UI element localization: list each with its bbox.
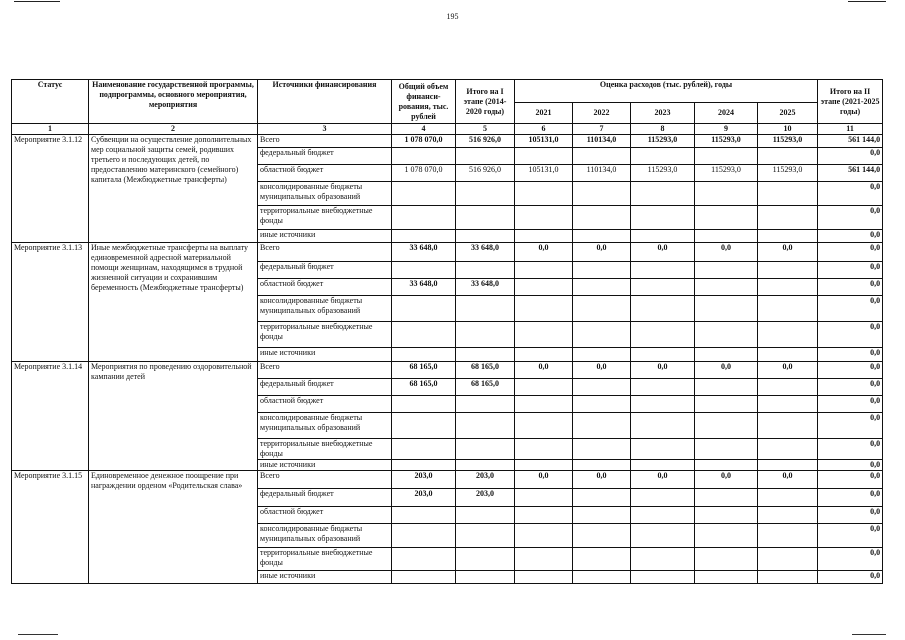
value-cell [631,182,695,206]
value-cell [515,489,573,507]
table-row [12,362,883,379]
value-cell [758,379,818,396]
activity-name-cell: Единовременное денежное поощрение при награждении орденом «Родительская слава» [89,471,258,584]
value-cell: 0,0 [818,439,883,460]
value-cell [515,379,573,396]
value-cell [695,379,758,396]
value-cell: 0,0 [818,460,883,471]
value-cell [573,571,631,584]
value-cell: 105131,0 [515,135,573,148]
value-cell: 0,0 [818,413,883,439]
value-cell [758,296,818,322]
value-cell [456,182,515,206]
value-cell: 33 648,0 [392,243,456,262]
header-estimate: Оценка расходов (тыс. рублей), годы [515,80,818,103]
value-cell [631,439,695,460]
page-number: 195 [446,12,459,21]
value-cell: 68 165,0 [392,379,456,396]
source-cell: консолидированные бюджеты муниципальных образований [258,296,392,322]
top-rule [14,1,60,2]
value-cell [456,460,515,471]
source-cell: консолидированные бюджеты муниципальных образований [258,413,392,439]
value-cell [695,348,758,362]
header-year: 2021 [515,103,573,124]
value-cell [392,460,456,471]
value-cell [573,396,631,413]
value-cell: 0,0 [573,362,631,379]
column-number: 5 [456,124,515,135]
value-cell: 110134,0 [573,165,631,182]
value-cell: 33 648,0 [456,243,515,262]
value-cell [631,348,695,362]
source-cell: областной бюджет [258,396,392,413]
value-cell: 0,0 [818,362,883,379]
table-row [12,243,883,262]
value-cell [456,348,515,362]
value-cell: 0,0 [818,489,883,507]
value-cell [392,548,456,571]
value-cell [758,439,818,460]
value-cell: 0,0 [515,471,573,489]
source-cell: областной бюджет [258,279,392,296]
budget-table [11,79,883,584]
status-cell: Мероприятие 3.1.14 [12,362,89,471]
source-cell: территориальные внебюджетные фонды [258,322,392,348]
value-cell [456,296,515,322]
value-cell [758,182,818,206]
value-cell: 0,0 [818,296,883,322]
bottom-rule [852,634,886,635]
value-cell [392,262,456,279]
value-cell [456,524,515,548]
value-cell [456,571,515,584]
value-cell: 0,0 [573,471,631,489]
value-cell: 0,0 [758,243,818,262]
value-cell [392,507,456,524]
value-cell: 0,0 [631,243,695,262]
value-cell [695,460,758,471]
value-cell [573,279,631,296]
value-cell [515,206,573,230]
value-cell [695,507,758,524]
value-cell [758,262,818,279]
value-cell [573,182,631,206]
value-cell: 68 165,0 [456,379,515,396]
activity-name-cell: Субвенции на осуществление дополнительных мер социальной защиты семей, родивших третьего и последующих детей, по предоставлению материнского (семейного) капитала (Межбюджетные трансферты) [89,135,258,243]
value-cell [573,460,631,471]
source-cell: Всего [258,362,392,379]
value-cell [573,296,631,322]
value-cell: 561 144,0 [818,135,883,148]
source-cell: иные источники [258,460,392,471]
value-cell [573,413,631,439]
value-cell [573,148,631,165]
value-cell [631,413,695,439]
value-cell [515,348,573,362]
status-cell: Мероприятие 3.1.12 [12,135,89,243]
value-cell: 0,0 [818,230,883,243]
source-cell: федеральный бюджет [258,379,392,396]
value-cell [695,548,758,571]
value-cell: 33 648,0 [392,279,456,296]
value-cell [515,571,573,584]
source-cell: иные источники [258,230,392,243]
value-cell [758,507,818,524]
column-number: 6 [515,124,573,135]
value-cell [456,439,515,460]
value-cell [515,322,573,348]
value-cell: 0,0 [818,262,883,279]
header-year: 2025 [758,103,818,124]
value-cell: 0,0 [515,362,573,379]
value-cell: 0,0 [758,471,818,489]
value-cell [758,460,818,471]
value-cell: 0,0 [818,322,883,348]
value-cell [573,489,631,507]
value-cell [456,206,515,230]
value-cell [456,262,515,279]
value-cell [515,548,573,571]
value-cell: 68 165,0 [392,362,456,379]
value-cell: 115293,0 [695,135,758,148]
value-cell [758,348,818,362]
value-cell [456,322,515,348]
value-cell: 516 926,0 [456,135,515,148]
value-cell [758,489,818,507]
value-cell [573,548,631,571]
status-cell: Мероприятие 3.1.15 [12,471,89,584]
header-name: Наименование государственной программы, подпрограммы, основного мероприятия, мероприятия [89,80,258,124]
value-cell [573,524,631,548]
value-cell [758,413,818,439]
value-cell [573,322,631,348]
source-cell: иные источники [258,571,392,584]
value-cell [631,379,695,396]
value-cell [392,348,456,362]
value-cell [695,571,758,584]
value-cell: 0,0 [818,243,883,262]
value-cell: 0,0 [758,362,818,379]
value-cell [758,206,818,230]
column-number: 10 [758,124,818,135]
value-cell [695,413,758,439]
activity-name-cell: Иные межбюджетные трансферты на выплату единовременной адресной материальной помощи женщинам, находящимся в трудной жизненной ситуации и сохранившим беременность (Межбюджетные трансферты) [89,243,258,362]
value-cell [515,279,573,296]
value-cell [392,413,456,439]
value-cell [695,262,758,279]
value-cell [695,524,758,548]
value-cell [573,507,631,524]
column-number: 11 [818,124,883,135]
value-cell [695,489,758,507]
value-cell [515,439,573,460]
source-cell: Всего [258,471,392,489]
value-cell [631,148,695,165]
value-cell: 203,0 [392,471,456,489]
value-cell [392,230,456,243]
value-cell: 0,0 [818,571,883,584]
value-cell: 0,0 [818,471,883,489]
value-cell [456,148,515,165]
value-cell [631,206,695,230]
source-cell: Всего [258,135,392,148]
value-cell: 0,0 [818,507,883,524]
value-cell: 203,0 [392,489,456,507]
source-cell: Всего [258,243,392,262]
value-cell [758,571,818,584]
header-source: Источники финансирования [258,80,392,124]
header-year: 2024 [695,103,758,124]
value-cell: 0,0 [818,396,883,413]
value-cell [695,182,758,206]
value-cell [631,322,695,348]
value-cell [631,571,695,584]
value-cell [631,396,695,413]
header-status: Статус [12,80,89,124]
column-number: 3 [258,124,392,135]
value-cell: 115293,0 [631,165,695,182]
status-cell: Мероприятие 3.1.13 [12,243,89,362]
value-cell [515,296,573,322]
source-cell: территориальные внебюджетные фонды [258,548,392,571]
column-number: 9 [695,124,758,135]
value-cell: 115293,0 [695,165,758,182]
value-cell: 115293,0 [631,135,695,148]
value-cell [758,148,818,165]
header-stage1: Итого на I этапе (2014-2020 годы) [456,80,515,124]
column-number: 2 [89,124,258,135]
table-row [12,471,883,489]
value-cell [515,413,573,439]
source-cell: территориальные внебюджетные фонды [258,439,392,460]
value-cell [456,396,515,413]
value-cell [631,507,695,524]
value-cell [695,322,758,348]
source-cell: федеральный бюджет [258,489,392,507]
value-cell [573,230,631,243]
value-cell [695,439,758,460]
source-cell: федеральный бюджет [258,148,392,165]
value-cell: 33 648,0 [456,279,515,296]
value-cell: 203,0 [456,489,515,507]
value-cell [515,524,573,548]
value-cell: 0,0 [818,348,883,362]
source-cell: территориальные внебюджетные фонды [258,206,392,230]
value-cell [515,396,573,413]
value-cell [631,262,695,279]
header-stage2: Итого на II этапе (2021-2025 годы) [818,80,883,124]
top-rule [848,1,886,2]
value-cell: 115293,0 [758,165,818,182]
value-cell [758,279,818,296]
value-cell [695,206,758,230]
table-row [12,135,883,148]
value-cell: 0,0 [818,524,883,548]
value-cell [695,230,758,243]
source-cell: консолидированные бюджеты муниципальных образований [258,524,392,548]
value-cell [392,524,456,548]
column-number: 4 [392,124,456,135]
value-cell: 516 926,0 [456,165,515,182]
value-cell: 0,0 [515,243,573,262]
value-cell [392,296,456,322]
value-cell: 0,0 [573,243,631,262]
value-cell [515,460,573,471]
source-cell: консолидированные бюджеты муниципальных образований [258,182,392,206]
value-cell [573,348,631,362]
source-cell: иные источники [258,348,392,362]
value-cell: 0,0 [695,243,758,262]
value-cell [695,396,758,413]
value-cell [456,230,515,243]
value-cell [631,296,695,322]
value-cell [515,507,573,524]
value-cell: 0,0 [818,548,883,571]
value-cell [515,182,573,206]
source-cell: областной бюджет [258,165,392,182]
value-cell [573,379,631,396]
header-row [12,80,883,103]
value-cell [631,548,695,571]
value-cell [695,279,758,296]
value-cell: 105131,0 [515,165,573,182]
value-cell: 0,0 [631,362,695,379]
value-cell [456,413,515,439]
bottom-rule [18,634,58,635]
value-cell [695,148,758,165]
value-cell [758,396,818,413]
source-cell: федеральный бюджет [258,262,392,279]
value-cell: 0,0 [631,471,695,489]
value-cell: 0,0 [818,148,883,165]
value-cell [392,571,456,584]
header-total: Общий объем финанси-рования, тыс. рублей [392,80,456,124]
source-cell: областной бюджет [258,507,392,524]
activity-name-cell: Мероприятия по проведению оздоровительной кампании детей [89,362,258,471]
value-cell [758,230,818,243]
value-cell: 0,0 [818,182,883,206]
value-cell [631,524,695,548]
value-cell: 0,0 [695,362,758,379]
value-cell: 0,0 [818,379,883,396]
column-number: 1 [12,124,89,135]
value-cell [456,507,515,524]
column-number-row [12,124,883,135]
value-cell [573,206,631,230]
value-cell [392,182,456,206]
column-number: 7 [573,124,631,135]
value-cell: 68 165,0 [456,362,515,379]
value-cell [631,230,695,243]
value-cell [631,489,695,507]
value-cell [392,396,456,413]
column-number: 8 [631,124,695,135]
value-cell: 1 078 070,0 [392,135,456,148]
value-cell [515,262,573,279]
value-cell [758,548,818,571]
value-cell [758,322,818,348]
value-cell [392,148,456,165]
value-cell [758,524,818,548]
header-year: 2023 [631,103,695,124]
value-cell: 0,0 [818,279,883,296]
value-cell [456,548,515,571]
value-cell [573,439,631,460]
value-cell: 110134,0 [573,135,631,148]
value-cell [392,322,456,348]
value-cell [392,439,456,460]
value-cell [573,262,631,279]
value-cell: 0,0 [695,471,758,489]
value-cell [515,148,573,165]
value-cell: 115293,0 [758,135,818,148]
value-cell [695,296,758,322]
header-year: 2022 [573,103,631,124]
value-cell [392,206,456,230]
value-cell: 0,0 [818,206,883,230]
value-cell [631,279,695,296]
value-cell: 203,0 [456,471,515,489]
value-cell [631,460,695,471]
value-cell: 561 144,0 [818,165,883,182]
value-cell [515,230,573,243]
value-cell: 1 078 070,0 [392,165,456,182]
